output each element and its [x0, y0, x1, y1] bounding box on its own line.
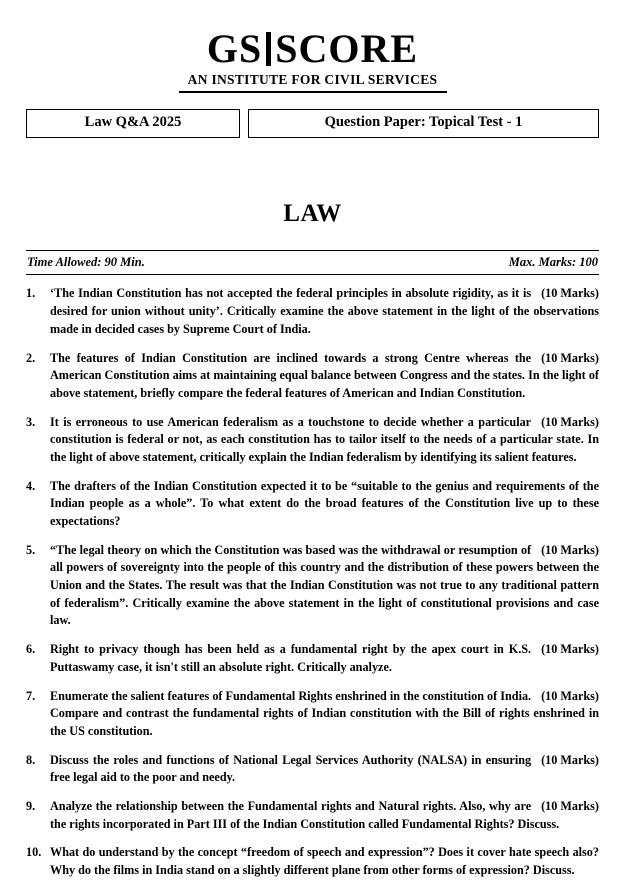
logo-underline — [179, 91, 447, 93]
question-number: 8. — [26, 752, 36, 767]
question-text: The features of Indian Constitution are inclined towards a strong Centre whereas the American Constitution aims at maintaining equal balance between Congress and the states. In the light of above statement, briefly compare the federal features of American and Indian Constitution. — [50, 350, 599, 400]
exam-meta — [26, 251, 599, 274]
paper-title-box: Question Paper: Topical Test - 1 — [248, 109, 599, 138]
question-marks: (10 Marks) — [541, 286, 599, 301]
logo-text-score: SCORE — [275, 26, 419, 71]
question-item — [26, 414, 599, 467]
question-marks: (10 Marks) — [541, 542, 599, 557]
question-item — [26, 798, 599, 833]
question-number: 1. — [26, 286, 36, 301]
question-marks: (10 Marks) — [541, 642, 599, 657]
logo-tagline: AN INSTITUTE FOR CIVIL SERVICES — [187, 72, 438, 87]
question-item — [26, 844, 599, 879]
divider-bottom — [26, 274, 599, 275]
question-text: Right to privacy though has been held as a fundamental right by the apex court in K.S. Puttaswamy case, it isn't still an absolute right. Critically analyze. — [50, 642, 532, 674]
question-item — [26, 752, 599, 787]
time-allowed: Time Allowed: 90 Min. — [27, 255, 145, 270]
question-body — [50, 542, 599, 630]
question-number: 9. — [26, 798, 36, 813]
question-body — [50, 752, 599, 787]
question-marks: (10 Marks) — [541, 752, 599, 767]
question-number: 2. — [26, 350, 36, 365]
question-body — [50, 285, 599, 338]
question-text: Discuss the roles and functions of National Legal Services Authority (NALSA) in ensuring free legal aid to the poor and needy. — [50, 752, 532, 785]
question-body — [50, 688, 599, 741]
question-text: ‘The Indian Constitution has not accepted the federal principles in absolute rigidity, as it is desired for union without unity’. Critically examine the above statement in the light of the observations made in decided cases by Supreme Court of India. — [50, 286, 599, 336]
question-body — [50, 478, 599, 531]
question-number: 10. — [26, 845, 42, 860]
question-number: 6. — [26, 642, 36, 657]
max-marks: Max. Marks: 100 — [508, 255, 598, 270]
question-body — [50, 414, 599, 467]
question-number: 3. — [26, 414, 36, 429]
question-text: Enumerate the salient features of Fundamental Rights enshrined in the constitution of India. Compare and contrast the fundamental rights of Indian constitution with the Bill of rights enshrined in the US constitution. — [50, 688, 599, 738]
question-list — [26, 285, 599, 879]
question-number: 4. — [26, 478, 36, 493]
title-bar-row — [26, 109, 599, 138]
question-marks: (10 Marks) — [541, 350, 599, 365]
question-item — [26, 285, 599, 338]
logo-wordmark — [179, 28, 447, 70]
question-body — [50, 350, 599, 403]
question-marks: (10 Marks) — [541, 414, 599, 429]
question-text: It is erroneous to use American federalism as a touchstone to decide whether a particular constitution is federal or not, as each constitution has to tailor itself to the needs of a particular state. In the light of above statement, critically explain the Indian federalism by identifying its salient features. — [50, 414, 599, 464]
question-item — [26, 688, 599, 741]
question-marks: (10 Marks) — [541, 798, 599, 813]
question-marks: (10 Marks) — [541, 688, 599, 703]
question-body — [50, 798, 599, 833]
question-body — [50, 641, 599, 676]
question-item — [26, 641, 599, 676]
course-title-box: Law Q&A 2025 — [26, 109, 240, 138]
logo-divider-icon — [266, 32, 271, 66]
page-title: LAW — [283, 199, 342, 227]
question-body — [50, 844, 599, 879]
logo-text-gs: GS — [206, 26, 263, 71]
question-item — [26, 542, 599, 630]
brand-logo — [179, 28, 447, 93]
question-text: The drafters of the Indian Constitution expected it to be “suitable to the genius and requirements of the Indian people as a whole”. To what extent do the broad features of the Constitution live up to these expectations? — [50, 478, 599, 528]
question-text: “The legal theory on which the Constitution was based was the withdrawal or resumption of all powers of sovereignty into the people of this country and the distribution of these powers between the Union and the States. The result was that the Indian Constitution was not true to any traditional pattern of federalism”. Critically examine the above statement in the light of constitutional provisions and case law. — [50, 542, 599, 628]
question-item — [26, 350, 599, 403]
question-text: What do understand by the concept “freedom of speech and expression”? Does it cover hate speech also? Why do the films in India stand on a slightly different plane from other forms of expression? Discuss. — [50, 845, 599, 877]
question-item — [26, 478, 599, 531]
masthead — [26, 28, 599, 93]
question-text: Analyze the relationship between the Fundamental rights and Natural rights. Also, why are the rights incorporated in Part III of the Indian Constitution called Fundamental Rights? Discuss. — [50, 798, 560, 831]
question-number: 7. — [26, 688, 36, 703]
question-number: 5. — [26, 542, 36, 557]
